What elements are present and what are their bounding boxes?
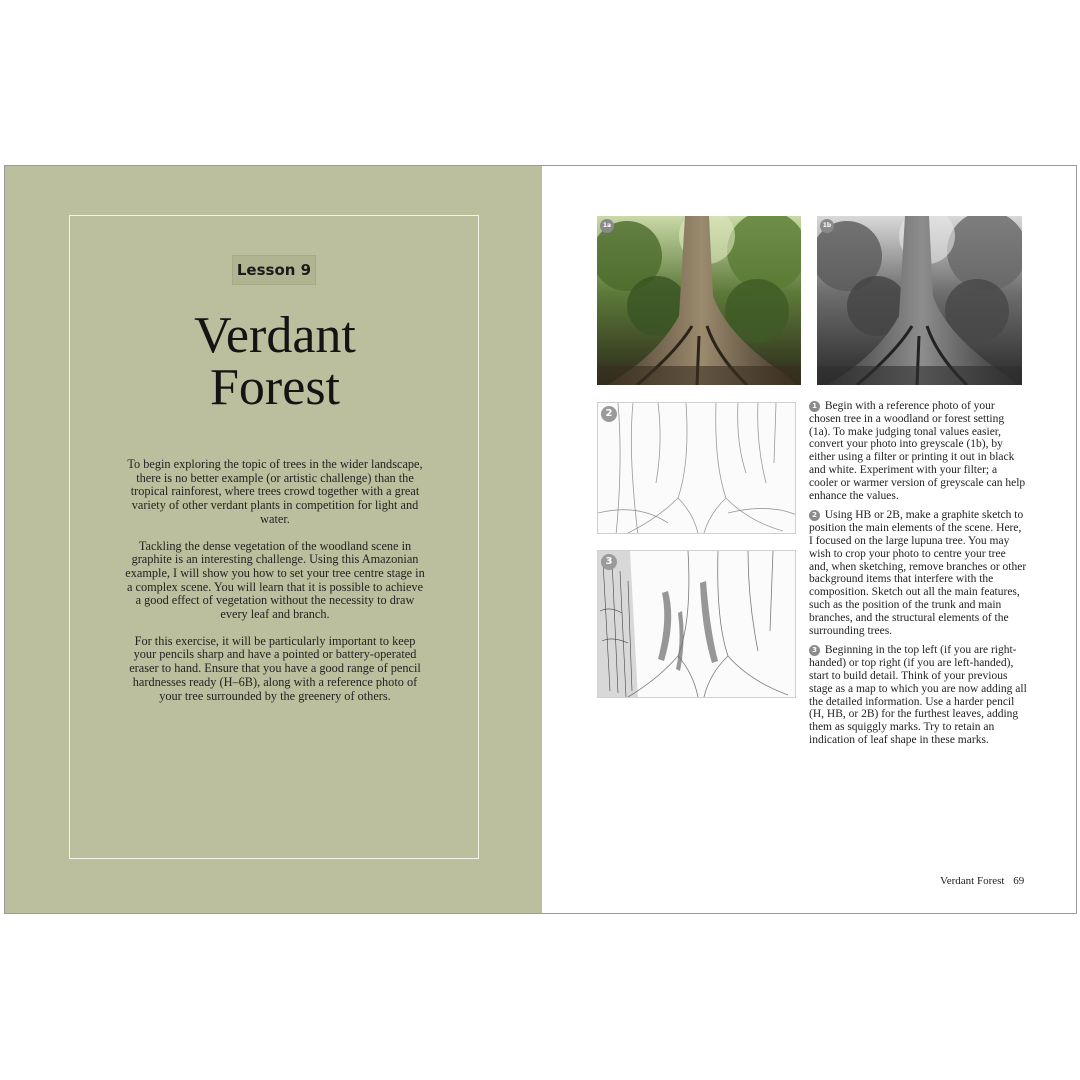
step-text: Begin with a reference photo of your chosen tree in a woodland or forest setting (1a). To make judging tonal values easier, convert your photo into greyscale (1b), by either using a filter or printing it out in black and white. Experiment with your filter; a cooler or warmer version of greyscale can help enhance the values. <box>809 400 1026 502</box>
right-page <box>542 166 1076 913</box>
lesson-title <box>70 307 480 416</box>
detailed-graphite-sketch-image <box>598 551 796 698</box>
sketch-stage-3 <box>597 550 796 698</box>
title-line-1: Verdant <box>194 307 356 364</box>
intro-paragraph: For this exercise, it will be particularly important to keep your pencils sharp and have a pointed or battery-operated eraser to hand. Ensure that you have a good range of pencil hardnesses ready (H–6B), along with a reference photo of your tree surrounded by the greenery of others. <box>129 633 421 703</box>
step-number-badge: 3 <box>809 645 820 656</box>
forest-photo-greyscale-image <box>817 216 1022 385</box>
left-page <box>5 166 542 913</box>
step-text: Beginning in the top left (if you are right-handed) or top right (if you are left-handed), start to build detail. Think of your previous stage as a map to which you are now adding all the detailed information. Use a harder pencil (H, HB, or 2B) for the furthest leaves, adding them as squiggly marks. Try to retain an indication of leaf shape in these marks. <box>809 644 1027 746</box>
page-footer <box>940 875 1024 887</box>
page-number: 69 <box>1013 875 1025 887</box>
figure-label-1b: 1b <box>820 219 834 233</box>
title-frame <box>69 215 479 859</box>
figure-label-2: 2 <box>601 406 617 422</box>
running-footer: Verdant Forest <box>940 875 1005 887</box>
photo-1a-colour <box>597 216 801 385</box>
intro-paragraph: To begin exploring the topic of trees in the wider landscape, there is no better example (or artistic challenge) than the tropical rainforest, where trees crowd together with a great variety of other verdant plants in competition for light and water. <box>127 457 423 526</box>
step-text: Using HB or 2B, make a graphite sketch to position the main elements of the scene. Here, I focused on the large lupuna tree. You may wish to crop your photo to centre your tree and, when sketching, remove branches or other background items that interfere with the composition. Sketch out all the main features, such as the position of the trunk and main branches, and the structural elements of the surrounding trees. <box>809 509 1027 637</box>
intro-paragraph: Tackling the dense vegetation of the woodland scene in graphite is an interesting challenge. Using this Amazonian example, I will show you how to set your tree centre stage in a complex scene. You will learn that it is possible to achieve a good effect of vegetation without the necessity to draw every leaf and branch. <box>125 538 425 622</box>
step-2 <box>809 509 1027 637</box>
figure-label-3: 3 <box>601 554 617 570</box>
step-number-badge: 2 <box>809 510 820 521</box>
sketch-stage-2 <box>597 402 796 534</box>
forest-photo-image <box>597 216 801 385</box>
figure-label-1a: 1a <box>600 219 614 233</box>
graphite-sketch-image <box>598 403 796 534</box>
title-line-2: Forest <box>210 359 340 416</box>
step-1 <box>809 400 1027 502</box>
lesson-label: Lesson 9 <box>232 255 316 285</box>
step-number-badge: 1 <box>809 401 820 412</box>
intro-text <box>124 458 426 716</box>
photo-1b-greyscale <box>817 216 1022 385</box>
step-instructions <box>809 400 1027 754</box>
step-3 <box>809 644 1027 746</box>
book-spread <box>4 165 1077 914</box>
